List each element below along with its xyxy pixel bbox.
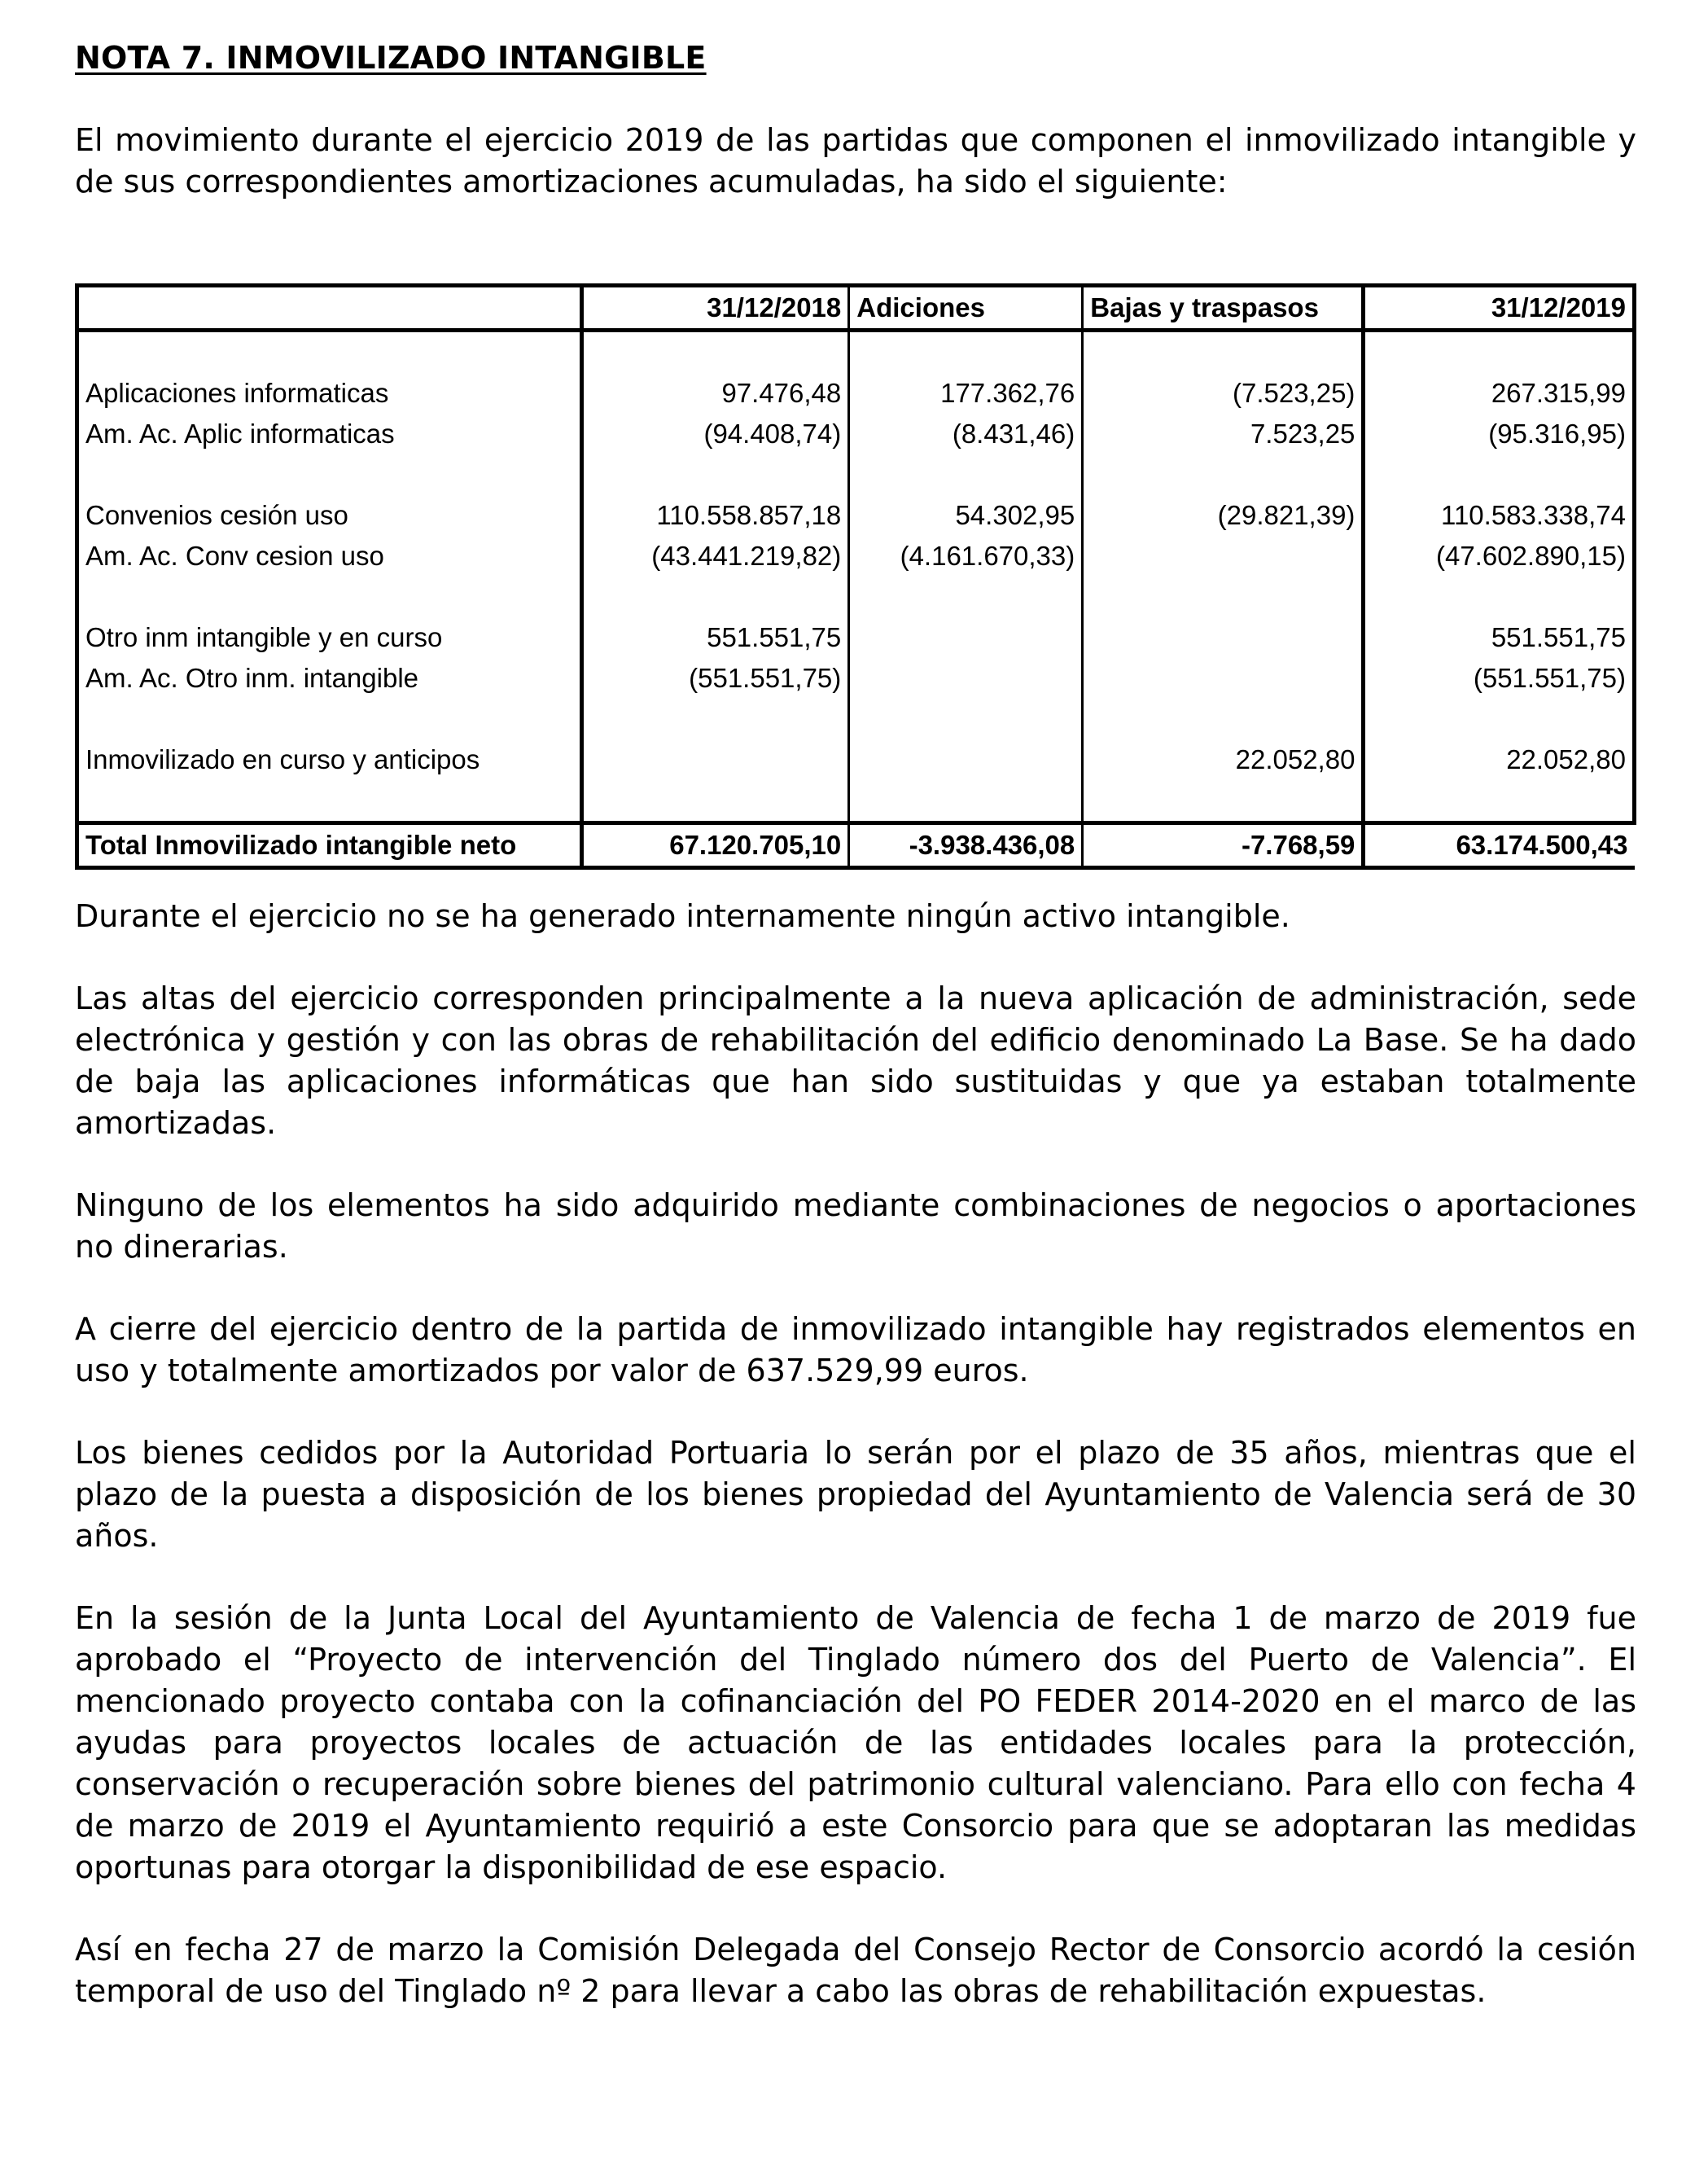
header-label-cell: [77, 286, 582, 331]
paragraph-acquisition: Ninguno de los elementos ha sido adquirido mediante combinaciones de negocios o aportaciones no dinerarias.: [75, 1187, 1636, 1265]
total-adiciones: -3.938.436,08: [849, 823, 1083, 868]
intro-paragraph: El movimiento durante el ejercicio 2019 de las partidas que componen el inmovilizado intangible y de sus correspondientes amortizaciones acumuladas, ha sido el siguiente:: [75, 122, 1636, 200]
row-value-2019: 267.315,99: [1364, 373, 1635, 414]
row-value-2018: [581, 739, 849, 780]
row-value-2018: 97.476,48: [581, 373, 849, 414]
row-value-2018: 110.558.857,18: [581, 495, 849, 536]
row-value-bajas: [1083, 617, 1364, 658]
table-row: [77, 495, 1635, 536]
header-adiciones: Adiciones: [849, 286, 1083, 331]
notes-body: [75, 896, 1636, 2012]
movement-table-container: [75, 283, 1636, 860]
row-label: Am. Ac. Aplic informaticas: [77, 414, 582, 454]
movement-table: [75, 283, 1636, 870]
paragraph-internal-generation: Durante el ejercicio no se ha generado internamente ningún activo intangible.: [75, 898, 1290, 934]
header-bajas: Bajas y traspasos: [1083, 286, 1364, 331]
table-row: [77, 536, 1635, 577]
paragraph-comision-delegada: Así en fecha 27 de marzo la Comisión Delegada del Consejo Rector de Consorcio acordó la cesión temporal de uso del Tinglado nº 2 para llevar a cabo las obras de rehabilitación expuestas.: [75, 1932, 1636, 2009]
paragraph-amortized: A cierre del ejercicio dentro de la partida de inmovilizado intangible hay registrados elementos en uso y totalmente amortizados por valor de 637.529,99 euros.: [75, 1311, 1636, 1388]
row-label: Am. Ac. Otro inm. intangible: [77, 658, 582, 699]
table-row: [77, 658, 1635, 699]
header-2018: 31/12/2018: [581, 286, 849, 331]
total-2019: 63.174.500,43: [1364, 823, 1635, 868]
row-label: Am. Ac. Conv cesion uso: [77, 536, 582, 577]
row-value-adiciones: [849, 739, 1083, 780]
row-value-bajas: [1083, 658, 1364, 699]
row-label: Aplicaciones informaticas: [77, 373, 582, 414]
paragraph-cession-terms: Los bienes cedidos por la Autoridad Portuaria lo serán por el plazo de 35 años, mientras que el plazo de la puesta a disposición de los bienes propiedad del Ayuntamiento de Valencia será de 30 años.: [75, 1435, 1636, 1554]
row-value-adiciones: (8.431,46): [849, 414, 1083, 454]
paragraph-additions: Las altas del ejercicio corresponden principalmente a la nueva aplicación de administración, sede electrónica y gestión y con las obras de rehabilitación del edificio denominado La Base. Se ha dado de baja las aplicaciones informáticas que han sido sustituidas y que ya estaban totalmente amortizadas.: [75, 980, 1636, 1141]
row-value-adiciones: [849, 658, 1083, 699]
row-value-bajas: [1083, 536, 1364, 577]
table-row: [77, 373, 1635, 414]
row-value-2019: 22.052,80: [1364, 739, 1635, 780]
row-value-bajas: (29.821,39): [1083, 495, 1364, 536]
table-row: [77, 414, 1635, 454]
row-value-2019: (551.551,75): [1364, 658, 1635, 699]
row-label: Inmovilizado en curso y anticipos: [77, 739, 582, 780]
row-value-adiciones: [849, 617, 1083, 658]
row-value-2019: 110.583.338,74: [1364, 495, 1635, 536]
table-row: [77, 739, 1635, 780]
total-2018: 67.120.705,10: [581, 823, 849, 868]
table-total-row: [77, 823, 1635, 868]
document-page: [75, 40, 1636, 2009]
row-value-2019: (47.602.890,15): [1364, 536, 1635, 577]
row-value-bajas: 22.052,80: [1083, 739, 1364, 780]
row-label: Otro inm intangible y en curso: [77, 617, 582, 658]
row-value-2018: (94.408,74): [581, 414, 849, 454]
table-row: [77, 617, 1635, 658]
row-value-adiciones: 54.302,95: [849, 495, 1083, 536]
paragraph-junta-local: En la sesión de la Junta Local del Ayuntamiento de Valencia de fecha 1 de marzo de 2019 fue aprobado el “Proyecto de intervención del Tinglado número dos del Puerto de Valencia”. El mencionado proyecto contaba con la cofinanciación del PO FEDER 2014-2020 en el marco de las ayudas para proyectos locales de actuación de las entidades locales para la protección, conservación o recuperación sobre bienes del patrimonio cultural valenciano. Para ello con fecha 4 de marzo de 2019 el Ayuntamiento requirió a este Consorcio para que se adoptaran las medidas oportunas para otorgar la disponibilidad de ese espacio.: [75, 1600, 1636, 1885]
row-value-bajas: (7.523,25): [1083, 373, 1364, 414]
row-label: Convenios cesión uso: [77, 495, 582, 536]
row-value-2018: 551.551,75: [581, 617, 849, 658]
note-title: NOTA 7. INMOVILIZADO INTANGIBLE: [75, 40, 707, 76]
header-2019: 31/12/2019: [1364, 286, 1635, 331]
table-header-row: [77, 286, 1635, 331]
total-label: Total Inmovilizado intangible neto: [77, 823, 582, 868]
row-value-2019: (95.316,95): [1364, 414, 1635, 454]
row-value-2018: (43.441.219,82): [581, 536, 849, 577]
row-value-bajas: 7.523,25: [1083, 414, 1364, 454]
total-bajas: -7.768,59: [1083, 823, 1364, 868]
row-value-2018: (551.551,75): [581, 658, 849, 699]
row-value-adiciones: (4.161.670,33): [849, 536, 1083, 577]
row-value-adiciones: 177.362,76: [849, 373, 1083, 414]
row-value-2019: 551.551,75: [1364, 617, 1635, 658]
